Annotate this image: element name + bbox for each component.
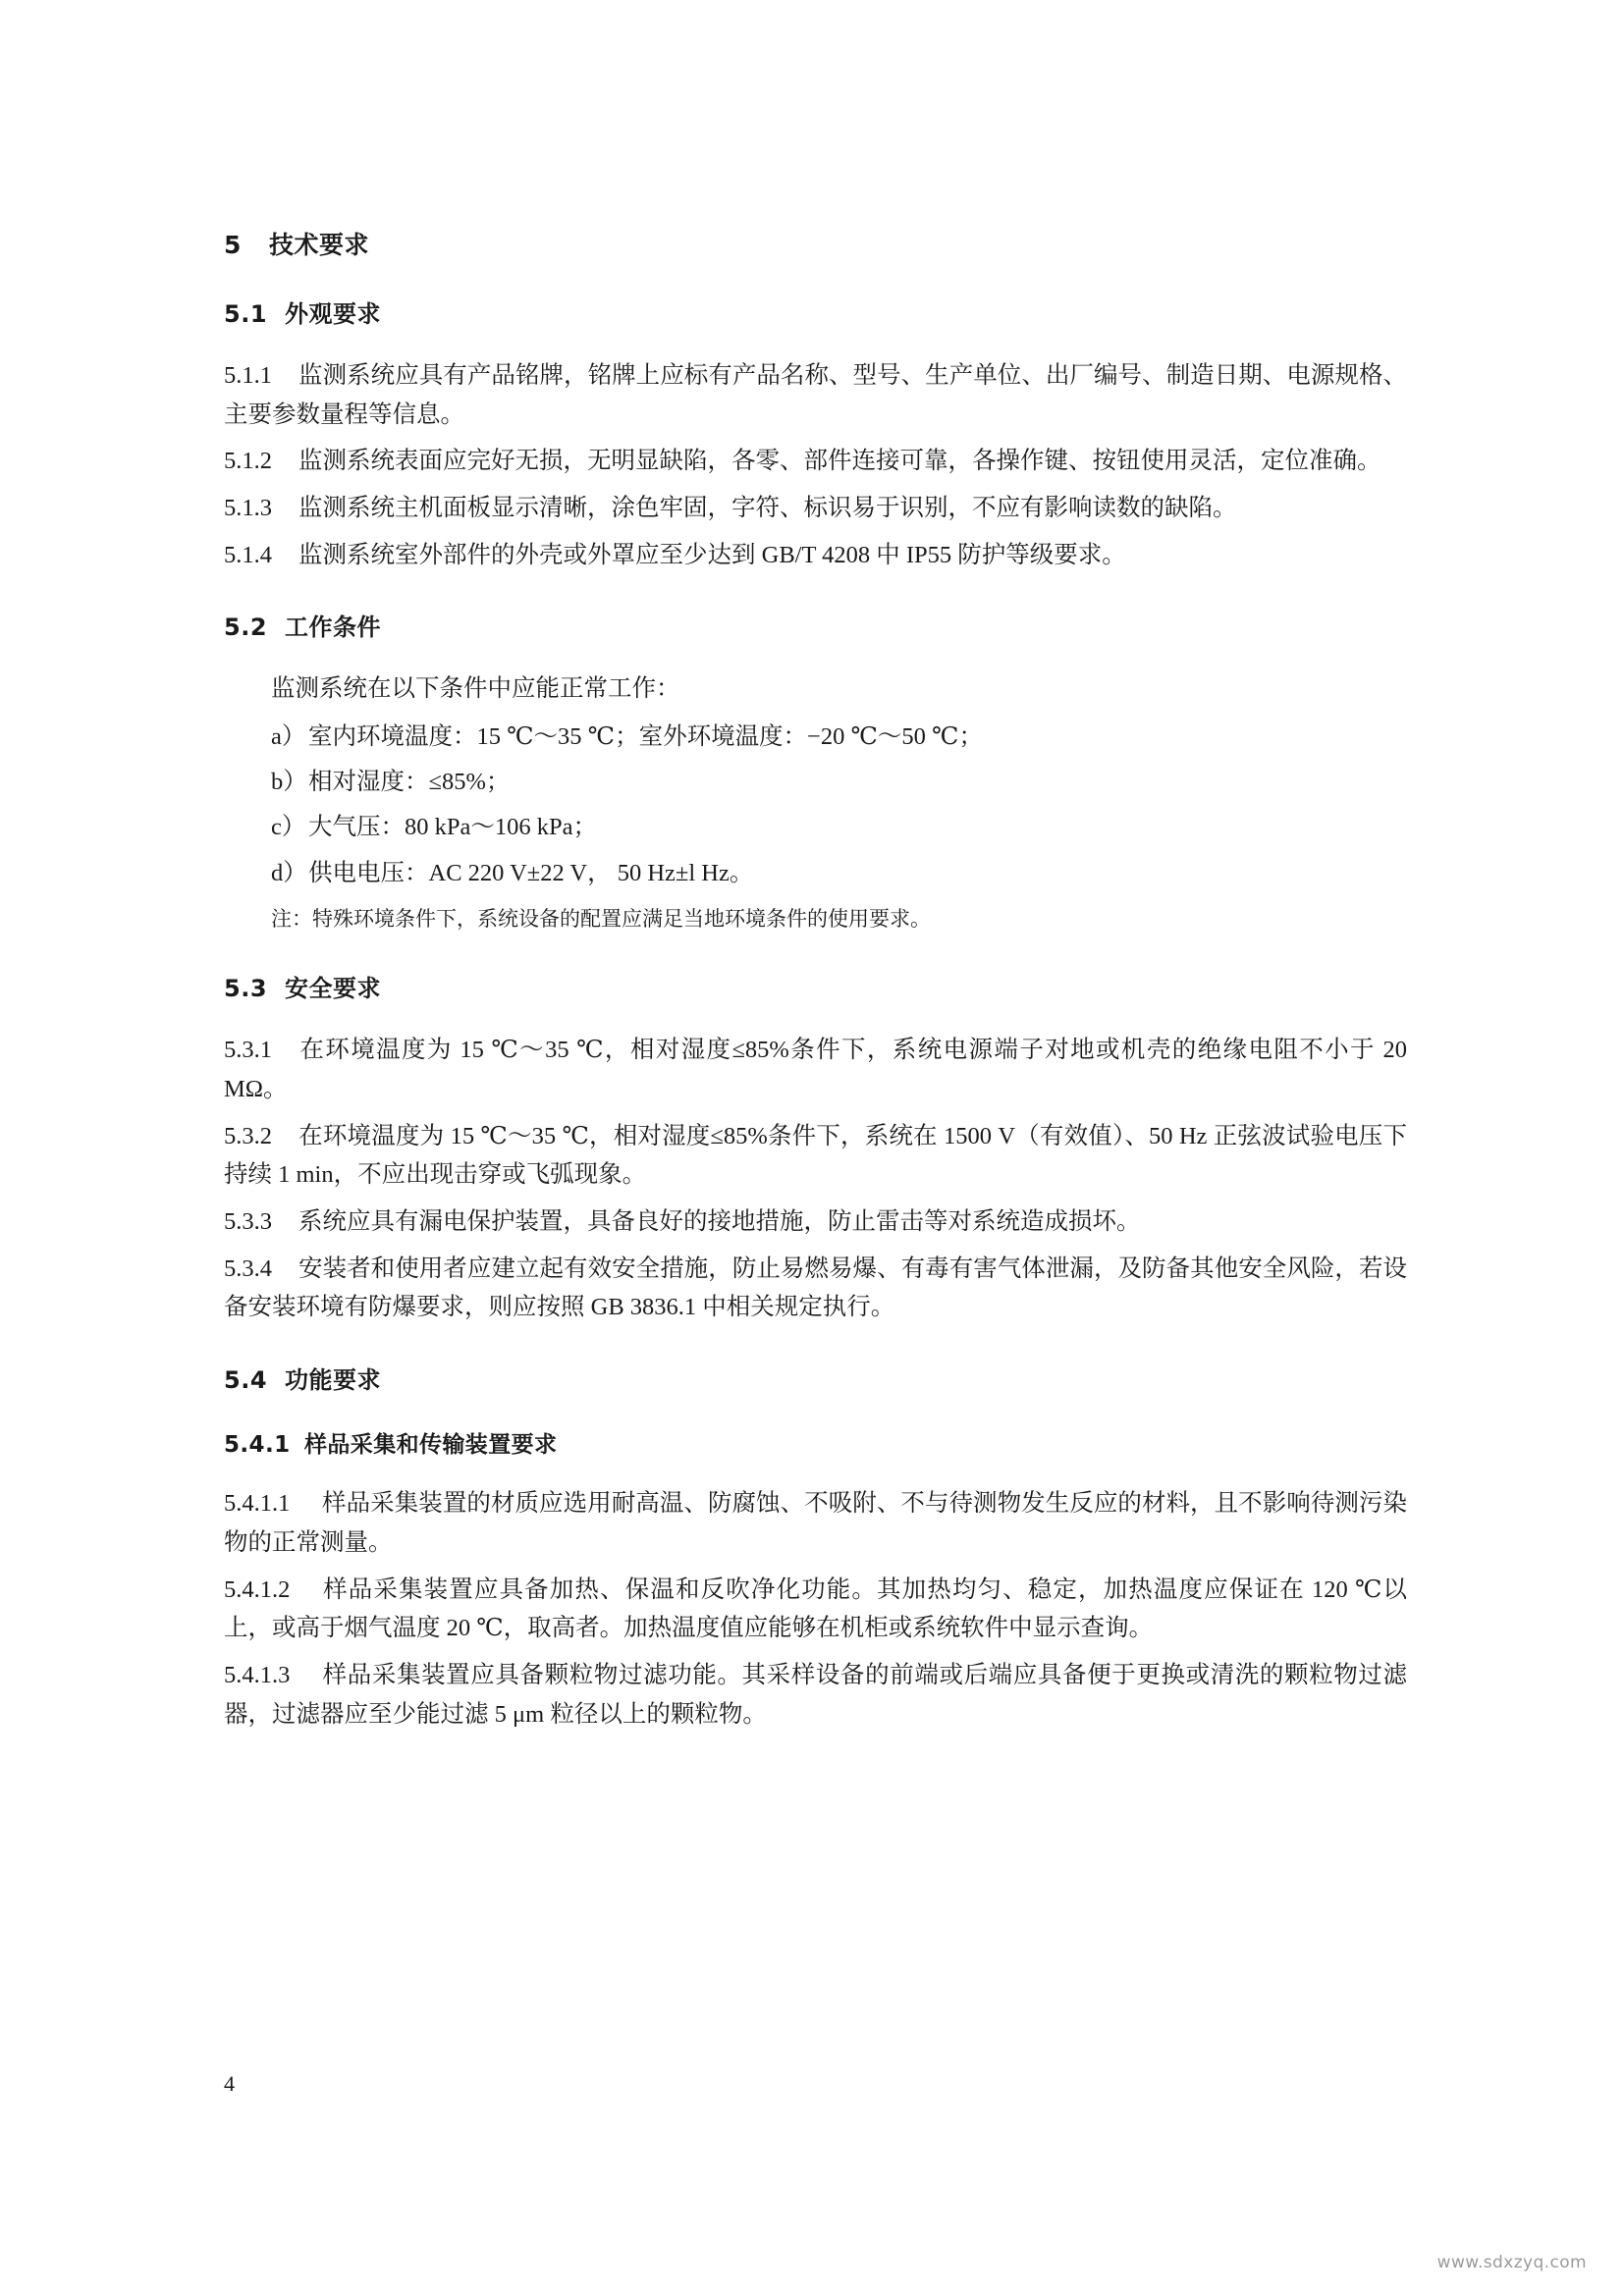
subsection-title-5-4: 功能要求	[285, 1366, 381, 1395]
page-content	[224, 226, 1407, 1734]
paragraph-label-5-4-1-3: 5.4.1.3	[224, 1661, 291, 1688]
paragraph-label-5-3-4: 5.3.4	[224, 1255, 272, 1282]
watermark: www.sdxzyq.com	[1436, 2253, 1587, 2272]
subsection-number-5-2: 5.2	[224, 614, 268, 642]
list-marker: d）	[271, 859, 307, 886]
paragraph-5-1-2	[224, 442, 1407, 481]
subsection-heading-5-4-1	[224, 1426, 1407, 1459]
paragraph-label-5-1-4: 5.1.4	[224, 541, 272, 568]
list-marker: c）	[271, 814, 306, 841]
paragraph-text-5-4-1-2: 样品采集装置应具备加热、保温和反吹净化功能。其加热均匀、稳定，加热温度应保证在 120 ℃以上，或高于烟气温度 20 ℃，取高者。加热温度值应能够在机柜或系统软件中显示查询。	[224, 1575, 1407, 1642]
subsection-title-5-4-1: 样品采集和传输装置要求	[304, 1432, 558, 1459]
list-item-text: 供电电压：AC 220 V±22 V， 50 Hz±l Hz。	[308, 859, 754, 886]
paragraph-5-2-lead: 监测系统在以下条件中应能正常工作：	[271, 675, 680, 703]
section-title-5: 技术要求	[269, 231, 370, 259]
paragraph-text-5-1-1: 监测系统应具有产品铭牌，铭牌上应标有产品名称、型号、生产单位、出厂编号、制造日期、电源规格、主要参数量程等信息。	[224, 362, 1407, 428]
list-item-text: 大气压：80 kPa～106 kPa；	[308, 814, 597, 841]
paragraph-text-5-1-2: 监测系统表面应完好无损，无明显缺陷，各零、部件连接可靠，各操作键、按钮使用灵活，定位准确。	[298, 448, 1381, 475]
paragraph-5-1-4	[224, 536, 1407, 575]
paragraph-5-3-1	[224, 1031, 1407, 1108]
list-item	[224, 717, 1407, 757]
paragraph-label-5-4-1-2: 5.4.1.2	[224, 1575, 291, 1603]
paragraph-5-3-3	[224, 1202, 1407, 1242]
paragraph-text-5-3-4: 安装者和使用者应建立起有效安全措施，防止易燃易爆、有毒有害气体泄漏，及防备其他安全风险，若设备安装环境有防爆要求，则应按照 GB 3836.1 中相关规定执行。	[224, 1255, 1407, 1321]
subsection-number-5-4: 5.4	[224, 1366, 268, 1395]
subsection-number-5-3: 5.3	[224, 975, 268, 1003]
paragraph-5-3-4	[224, 1250, 1407, 1327]
subsection-heading-5-2	[224, 608, 1407, 642]
list-marker: a）	[271, 723, 306, 751]
paragraph-text-5-1-4: 监测系统室外部件的外壳或外罩应至少达到 GB/T 4208 中 IP55 防护等级要求。	[298, 541, 1126, 568]
subsection-title-5-2: 工作条件	[285, 614, 381, 642]
paragraph-5-1-3	[224, 489, 1407, 528]
paragraph-label-5-4-1-1: 5.4.1.1	[224, 1490, 291, 1518]
list-item	[224, 807, 1407, 847]
paragraph-5-4-1-2	[224, 1571, 1407, 1648]
paragraph-label-5-1-2: 5.1.2	[224, 448, 272, 475]
section-heading-5	[224, 226, 1407, 261]
list-marker: b）	[271, 769, 307, 796]
list-item-text: 相对湿度：≤85%；	[308, 769, 511, 796]
paragraph-5-1-1	[224, 356, 1407, 434]
work-conditions-list	[224, 717, 1407, 893]
list-item	[224, 762, 1407, 802]
subsection-heading-5-4	[224, 1361, 1407, 1395]
paragraph-5-4-1-3	[224, 1656, 1407, 1734]
paragraph-text-5-4-1-3: 样品采集装置应具备颗粒物过滤功能。其采样设备的前端或后端应具备便于更换或清洗的颗粒物过滤器，过滤器应至少能过滤 5 μm 粒径以上的颗粒物。	[224, 1661, 1407, 1728]
paragraph-text-5-3-1: 在环境温度为 15 ℃～35 ℃，相对湿度≤85%条件下，系统电源端子对地或机壳的绝缘电阻不小于 20 MΩ。	[224, 1037, 1407, 1103]
subsection-title-5-1: 外观要求	[285, 300, 381, 328]
paragraph-text-5-3-2: 在环境温度为 15 ℃～35 ℃，相对湿度≤85%条件下，系统在 1500 V（有效值）、50 Hz 正弦波试验电压下持续 1 min，不应出现击穿或飞弧现象。	[224, 1122, 1407, 1189]
paragraph-text-5-3-3: 系统应具有漏电保护装置，具备良好的接地措施，防止雷击等对系统造成损坏。	[298, 1208, 1141, 1236]
note-5-2: 注：特殊环境条件下，系统设备的配置应满足当地环境条件的使用要求。	[271, 906, 931, 931]
paragraph-label-5-3-1: 5.3.1	[224, 1037, 272, 1064]
paragraph-text-5-1-3: 监测系统主机面板显示清晰，涂色牢固，字符、标识易于识别，不应有影响读数的缺陷。	[298, 495, 1237, 522]
subsection-title-5-3: 安全要求	[285, 975, 381, 1003]
paragraph-label-5-3-3: 5.3.3	[224, 1208, 272, 1236]
subsection-number-5-4-1: 5.4.1	[224, 1432, 291, 1459]
paragraph-label-5-1-1: 5.1.1	[224, 362, 272, 389]
list-item-text: 室内环境温度：15 ℃～35 ℃；室外环境温度：−20 ℃～50 ℃；	[308, 723, 983, 751]
subsection-heading-5-1	[224, 294, 1407, 329]
paragraph-text-5-4-1-1: 样品采集装置的材质应选用耐高温、防腐蚀、不吸附、不与待测物发生反应的材料，且不影响待测污染物的正常测量。	[224, 1490, 1407, 1556]
paragraph-5-4-1-1	[224, 1484, 1407, 1562]
paragraph-5-3-2	[224, 1117, 1407, 1195]
page-number: 4	[224, 2071, 235, 2096]
paragraph-label-5-3-2: 5.3.2	[224, 1122, 272, 1149]
paragraph-label-5-1-3: 5.1.3	[224, 495, 272, 522]
subsection-heading-5-3	[224, 969, 1407, 1003]
list-item	[224, 853, 1407, 893]
section-number-5: 5	[224, 231, 242, 259]
subsection-number-5-1: 5.1	[224, 300, 268, 328]
